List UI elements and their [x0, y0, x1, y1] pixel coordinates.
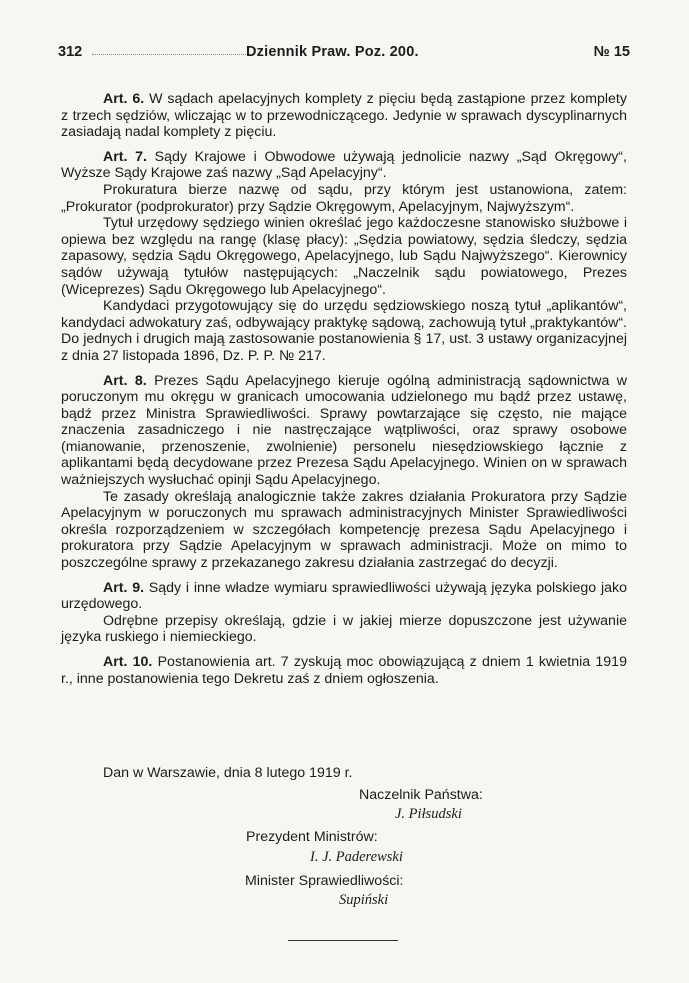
paragraph — [61, 580, 627, 613]
signature-prime-minister-role: Prezydent Ministrów: — [246, 829, 378, 845]
page-number: 312 — [58, 44, 83, 60]
article-7 — [61, 149, 627, 365]
signature-name: Supiński — [339, 892, 389, 908]
signature-head-of-state-name — [395, 806, 462, 823]
paragraph — [61, 489, 627, 572]
paragraph-text: Tytuł urzędowy sędziego winien określać jego każdoczesne stanowisko służbowe i opiewa bez względu na rangę (klasę płacy): „Sędzia powiatowy, sędzia śledczy, sędzia zapasowy, sędzia Sądu Okręgowego, Apelacyjnego, lub Sądu Najwyższego“. Kierownicy sądów używają tytułów następujących: „Naczelnik sądu powiatowego, Prezes (Wiceprezes) Sądu Okręgowego lub Apelacyjnego“. — [61, 215, 627, 298]
paragraph-text: Odrębne przepisy określają, gdzie i w jakiej mierze dopuszczone jest używanie języka ruskiego i niemieckiego. — [61, 612, 627, 646]
paragraph-text: W sądach apelacyjnych komplety z pięciu będą zastąpione przez komplety z trzech sędziów, wliczając w to przewodniczącego. Jedynie w sprawach dyscyplinarnych zasiadają nadal komplety z pięciu. — [61, 91, 627, 141]
signature-justice-minister-role: Minister Sprawiedliwości: — [245, 873, 404, 889]
paragraph — [61, 373, 627, 489]
paragraph — [61, 613, 627, 646]
paragraph-text: Kandydaci przygotowujący się do urzędu sędziowskiego noszą tytuł „aplikantów“, kandydaci adwokatury zaś, odbywający praktykę sądową, zachowują tytuł „praktykantów“. Do jednych i drugich mają zastosowanie postanowienia § 17, ust. 3 ustawy organizacyjnej z dnia 27 listopada 1896, Dz. P. P. № 217. — [61, 298, 627, 364]
paragraph — [61, 149, 627, 182]
article-label: Art. 6. — [103, 91, 145, 107]
signature-name: I. J. Paderewski — [310, 849, 403, 865]
paragraph-text: Te zasady określają analogicznie także zakres działania Prokuratora przy Sądzie Apelacyjnym w poruczonych mu sprawach administracyjnych Minister Sprawiedliwości określa rozporządzeniem w szczegółach kompetencję prezesa Sądu Apelacyjnego i prokuratora przy Sądzie Apelacyjnym w sprawach administracji. Może on mimo to poszczególne sprawy z przekazanego zakresu działania zastrzegać do decyzji. — [61, 488, 627, 572]
paragraph-text: Prezes Sądu Apelacyjnego kieruje ogólną administracją sądownictwa w poruczonym mu okręgu w granicach umocowania udzielonego mu bądź przez ustawę, bądź przez Ministra Sprawiedliwości. Sprawy powtarzające się często, nie mające znaczenia zasadniczego i nie nastręczające wątpliwości, oraz sprawy osobowe (mianowanie, przenoszenie, zwolnienie) personelu niesędziowskiego łącznie z aplikantami będą decydowane przez Prezesa Sądu Apelacyjnego. Winien on w sprawach ważniejszych wysłuchać opinji Sądu Apelacyjnego. — [61, 372, 627, 489]
article-6 — [61, 91, 627, 141]
page-header — [58, 44, 630, 66]
issue-number: № 15 — [593, 44, 630, 60]
signature-name: J. Piłsudski — [395, 806, 462, 822]
paragraph-text: Postanowienia art. 7 zyskują moc obowiązującą z dniem 1 kwietnia 1919 r., inne postanowienia tego Dekretu zaś z dniem ogłoszenia. — [61, 654, 627, 687]
journal-title: Dziennik Praw. Poz. 200. — [246, 44, 419, 60]
paragraph — [61, 215, 627, 298]
signature-justice-minister-name — [339, 892, 388, 909]
signature-head-of-state-role: Naczelnik Państwa: — [359, 787, 483, 803]
article-9 — [61, 580, 627, 646]
document-body — [61, 91, 627, 687]
date-line: Dan w Warszawie, dnia 8 lutego 1919 r. — [103, 765, 353, 781]
article-label: Art. 7. — [103, 148, 147, 165]
paragraph — [61, 182, 627, 215]
paragraph-text: Sądy Krajowe i Obwodowe używają jednolicie nazwy „Sąd Okręgowy“, Wyższe Sądy Krajowe zaś nazwy „Sąd Apelacyjny“. — [61, 148, 627, 182]
article-label: Art. 8. — [103, 372, 147, 389]
article-8 — [61, 373, 627, 572]
paragraph — [61, 654, 627, 687]
paragraph — [61, 298, 627, 364]
closing-rule — [288, 940, 398, 941]
header-rule — [92, 54, 250, 55]
paragraph — [61, 91, 627, 141]
article-label: Art. 9. — [103, 579, 145, 596]
paragraph-text: Sądy i inne władze wymiaru sprawiedliwości używają języka polskiego jako urzędowego. — [61, 579, 627, 613]
paragraph-text: Prokuratura bierze nazwę od sądu, przy którym jest ustanowiona, zatem: „Prokurator (podprokurator) przy Sądzie Okręgowym, Apelacyjnym, Najwyższym“. — [61, 181, 627, 215]
signature-prime-minister-name — [310, 849, 403, 866]
article-10 — [61, 654, 627, 687]
article-label: Art. 10. — [103, 654, 153, 670]
